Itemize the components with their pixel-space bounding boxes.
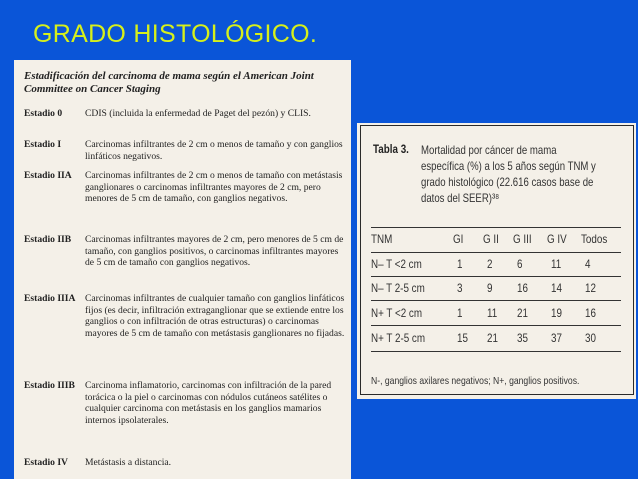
table-cell: 3 — [457, 281, 463, 295]
table-cell: 1 — [457, 257, 463, 271]
mortality-table-document — [357, 123, 636, 399]
header-cell: TNM — [371, 232, 393, 246]
stage-label: Estadio 0 — [24, 108, 63, 119]
header-rule — [371, 252, 621, 253]
table-cell: 14 — [551, 281, 562, 295]
header-cell: GI — [453, 232, 464, 246]
row-rule — [371, 300, 621, 301]
row-rule — [371, 276, 621, 277]
table-frame — [360, 125, 634, 395]
table-cell: N+ T <2 cm — [371, 306, 423, 320]
stage-label: Estadio IIA — [24, 170, 72, 181]
table-cell: N– T <2 cm — [371, 257, 422, 271]
table-cell: 1 — [457, 306, 463, 320]
row-rule — [371, 325, 621, 326]
table-cell: 12 — [585, 281, 596, 295]
table-cell: 37 — [551, 331, 562, 345]
table-bottom-rule — [371, 351, 621, 352]
table-cell: 11 — [551, 257, 562, 271]
table-cell: 4 — [585, 257, 591, 271]
table-cell: 15 — [457, 331, 468, 345]
stage-description: Carcinomas infiltrantes de 2 cm o menos de tamaño y con ganglios linfáticos negativos. — [85, 139, 343, 162]
stage-label: Estadio IIB — [24, 234, 72, 245]
header-cell: Todos — [581, 232, 608, 246]
table-cell: 21 — [517, 306, 528, 320]
stage-description: Metástasis a distancia. — [85, 457, 172, 468]
staging-document — [14, 60, 351, 479]
stage-description: Carcinomas infiltrantes de 2 cm o menos de tamaño con metástasis ganglionares o carcinomas infiltrantes mayores de 2 cm, pero menores de 5 cm de tamaño, con ganglios negativos. — [85, 170, 343, 205]
stage-row-3 — [24, 234, 346, 269]
table-cell: 16 — [585, 306, 596, 320]
header-cell: G II — [483, 232, 499, 246]
header-cell: G III — [513, 232, 532, 246]
stage-description: Carcinomas infiltrantes de cualquier tamaño con ganglios linfáticos fijos (es decir, infiltración extraganglionar que se extiende entre los ganglios o con infiltración de otras estructuras) o carcinomas mayores de 5 cm de tamaño con metástasis ganglionares no fijadas. — [85, 293, 345, 339]
table-cell: N+ T 2-5 cm — [371, 331, 426, 345]
slide-title: GRADO HISTOLÓGICO. — [33, 20, 318, 48]
stage-label: Estadio IIIB — [24, 380, 75, 391]
table-cell: 9 — [487, 281, 493, 295]
stage-row-1 — [24, 139, 346, 162]
table-cell: 11 — [487, 306, 498, 320]
table-cell: 16 — [517, 281, 528, 295]
header-cell: G IV — [547, 232, 567, 246]
staging-heading: Estadificación del carcinoma de mama según el American Joint Committee on Cancer Staging — [24, 70, 314, 95]
table-label: Tabla 3. — [373, 142, 409, 156]
table-caption: Mortalidad por cáncer de mama específica (%) a los 5 años según TNM y grado histológico (22.616 casos base de datos del SEER)³⁸ — [421, 143, 596, 205]
table-cell: 2 — [487, 257, 493, 271]
table-cell: 19 — [551, 306, 562, 320]
stage-row-4 — [24, 293, 346, 339]
stage-description: Carcinomas infiltrantes mayores de 2 cm, pero menores de 5 cm de tamaño, con ganglios positivos, o carcinomas infiltrantes mayores de 5 cm de tamaño con ganglios negativos. — [85, 234, 344, 269]
stage-label: Estadio IV — [24, 457, 68, 468]
table-cell: 6 — [517, 257, 523, 271]
stage-row-2 — [24, 170, 346, 205]
stage-row-6 — [24, 457, 346, 469]
stage-row-5 — [24, 380, 346, 426]
stage-row-0 — [24, 108, 346, 120]
table-cell: N– T 2-5 cm — [371, 281, 425, 295]
table-cell: 30 — [585, 331, 596, 345]
table-cell: 21 — [487, 331, 498, 345]
stage-label: Estadio I — [24, 139, 62, 150]
table-footnote: N-, ganglios axilares negativos; N+, ganglios positivos. — [371, 375, 580, 387]
table-cell: 35 — [517, 331, 528, 345]
table-top-rule — [371, 227, 621, 228]
stage-description: Carcinoma inflamatorio, carcinomas con infiltración de la pared torácica o la piel o carcinomas con nódulos cutáneos satélites o cualquier carcinoma con metástasis en los ganglios mamarios internos ipsolaterales. — [85, 380, 332, 426]
stage-description: CDIS (incluida la enfermedad de Paget del pezón) y CLIS. — [85, 108, 311, 119]
stage-label: Estadio IIIA — [24, 293, 76, 304]
